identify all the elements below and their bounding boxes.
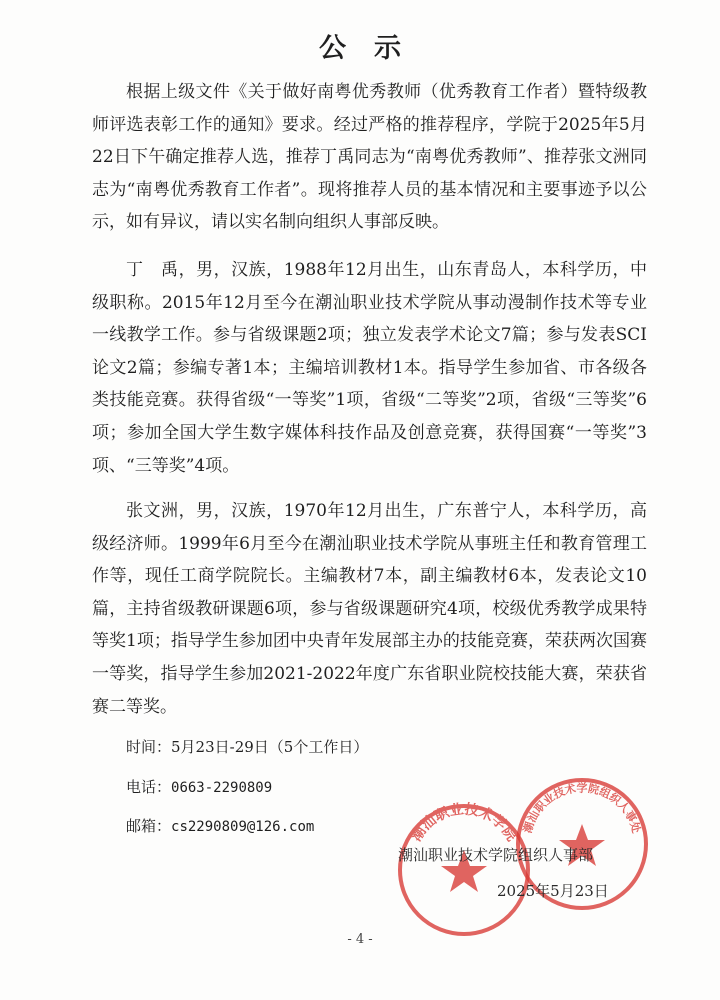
phone-value: 0663-2290809 — [171, 780, 273, 796]
intro-paragraph: 根据上级文件《关于做好南粤优秀教师（优秀教育工作者）暨特级教师评选表彰工作的通知》要求。经过严格的推荐程序，学院于2025年5月22日下午确定推荐人选，推荐丁禹同志为“南粤优秀教师”、推荐张文洲同志为“南粤优秀教育工作者”。现将推荐人员的基本情况和主要事迹予以公示，如有异议，请以实名制向组织人事部反映。 — [92, 82, 647, 233]
email-label: 邮箱： — [126, 817, 172, 835]
seal-right-textpath: 潮汕职业技术学院组织人事处 — [521, 781, 643, 835]
signature-organization: 潮汕职业技术学院组织人事部 — [398, 846, 594, 864]
signature-date: 2025年5月23日 — [497, 882, 609, 900]
nominee-ding-paragraph: 丁 禹，男，汉族，1988年12月出生，山东青岛人，本科学历，中级职称。2015年12月至今在潮汕职业技术学院从事动漫制作技术等专业一线教学工作。参与省级课题2项；独立发表学术论文7篇；参与发表SCI论文2篇；参编专著1本；主编培训教材1本。指导学生参加省、市各级各类技能竞赛。获得省级“一等奖”1项，省级“二等奖”2项，省级“三等奖”6项；参加全国大学生数字媒体科技作品及创意竞赛，获得国赛“一等奖”3项、“三等奖”4项。 — [92, 260, 647, 476]
time-label: 时间： — [126, 738, 172, 756]
nominee-zhang-paragraph: 张文洲，男，汉族，1970年12月出生，广东普宁人，本科学历，高级经济师。1999年6月至今在潮汕职业技术学院从事班主任和教育管理工作等，现任工商学院院长。主编教材7本，副主编教材6本，发表论文10篇，主持省级教研课题6项，参与省级课题研究4项，校级优秀教学成果特等奖1项；指导学生参加团中央青年发展部主办的技能竞赛，荣获两次国赛一等奖，指导学生参加2021-2022年度广东省职业院校技能大赛，荣获省赛二等奖。 — [92, 501, 647, 717]
time-value: 5月23日-29日（5个工作日） — [171, 738, 369, 756]
seal-left-textpath: 潮汕职业技术学院 — [408, 801, 520, 845]
contact-phone — [126, 777, 272, 798]
contact-email — [126, 816, 314, 837]
publicity-period — [126, 737, 368, 757]
document-title: 公示 — [319, 33, 429, 64]
phone-label: 电话： — [126, 778, 172, 796]
email-value: cs2290809@126.com — [171, 819, 315, 835]
page-number: - 4 - — [347, 932, 373, 947]
